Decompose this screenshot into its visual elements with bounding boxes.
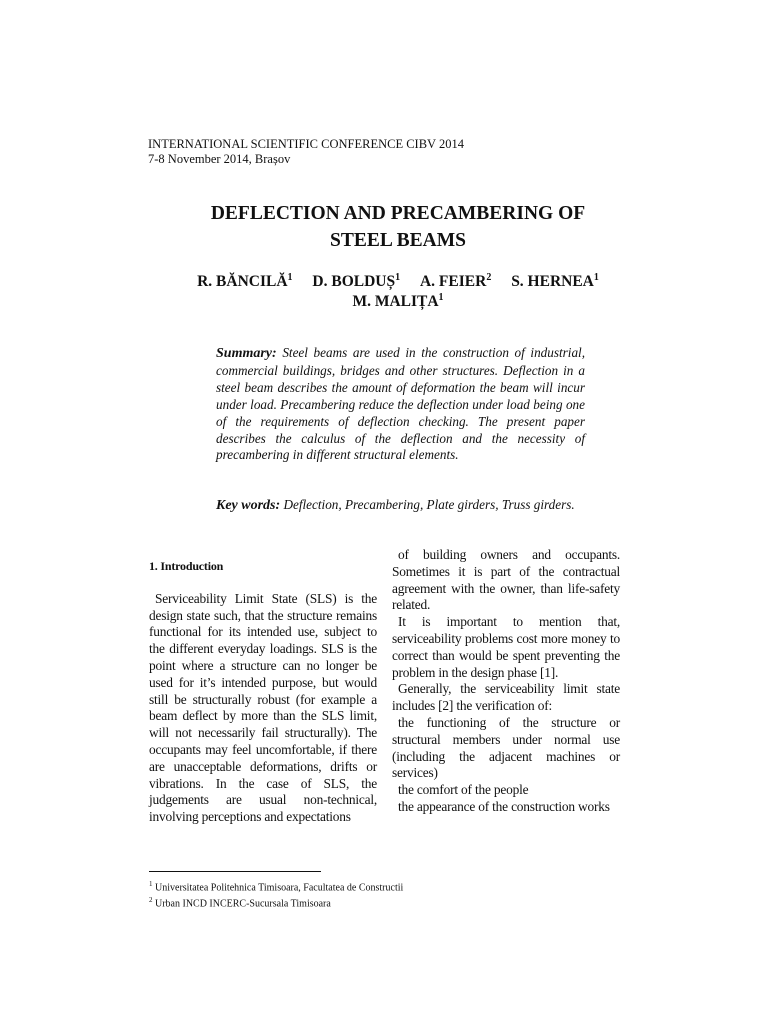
footnotes (149, 878, 403, 911)
keywords-label: Key words: (216, 498, 281, 513)
paragraph: It is important to mention that, serviceability problems cost more money to correct than would be spent preventing the problem in the design phase [1]. (392, 614, 620, 680)
footnote: $^2$ Urban INCD INCERC-Sucursala Timisoara (149, 896, 331, 910)
paragraph: of building owners and occupants. Sometimes it is part of the contractual agreement with the owner, than life-safety related. (392, 547, 620, 613)
author-affiliation: 1 (593, 271, 599, 283)
author: D. BOLDUȘ$^1$ (312, 271, 401, 290)
conference-name: INTERNATIONAL SCIENTIFIC CONFERENCE CIBV 2014 (148, 137, 464, 151)
paragraph: Serviceability Limit State (SLS) is the design state such, that the structure remains functional for its intended use, subject to the different everyday loadings. SLS is the point where a structure can no longer be used for it’s intended purpose, but would still be structurally robust (for example a beam deflect by more than the SLS limit, will not necessarily fail structurally). The occupants may feel uncomfortable, if there are unacceptable deformations, drifts or vibrations. In the case of SLS, the judgements are usual non-technical, involving perceptions and expectations (149, 590, 377, 825)
keywords-block (216, 496, 585, 514)
author: A. FEIER$^2$ (419, 271, 492, 290)
author-affiliation: 1 (438, 291, 444, 303)
conference-header (148, 137, 464, 167)
list-item: the comfort of the people (398, 782, 529, 798)
author-affiliation: 2 (486, 271, 492, 283)
paper-title-line-1: DEFLECTION AND PRECAMBERING OF (210, 203, 586, 224)
author: S. HERNEA$^1$ (511, 271, 599, 290)
list-item: the functioning of the structure or structural members under normal use (including the adjacent machines or services) (392, 714, 620, 781)
keywords-text: Deflection, Precambering, Plate girders, Truss girders. (283, 497, 575, 512)
author-list (150, 272, 646, 312)
summary-text: Steel beams are used in the construction of industrial, commercial buildings, bridges and other structures. Deflection in a steel beam describes the amount of deformation the beam will incur under load. Precambering reduce the deflection under load being one of the requirements of deflection checking. The present paper describes the calculus of the deflection and the necessity of precambering in different structural elements. (216, 345, 585, 463)
section-heading: 1. Introduction (149, 559, 224, 573)
conference-date-place: 7-8 November 2014, Brașov (148, 152, 291, 166)
paragraph: Generally, the serviceability limit state includes [2] the verification of: (392, 681, 620, 714)
paper-title-line-2: STEEL BEAMS (329, 230, 466, 251)
author: M. MALIȚA$^1$ (352, 291, 444, 310)
list-item: the appearance of the construction works (398, 798, 610, 814)
paper-title (150, 200, 646, 254)
summary-label: Summary: (216, 346, 277, 361)
author-affiliation: 1 (287, 271, 293, 283)
author: R. BĂNCILĂ$^1$ (197, 271, 293, 290)
body-column-left (149, 558, 377, 826)
author-affiliation: 1 (395, 271, 401, 283)
body-column-right (392, 547, 620, 816)
footnote-divider (149, 871, 321, 872)
footnote: $^1$ Universitatea Politehnica Timisoara, Facultatea de Constructii (149, 880, 404, 894)
summary-block (216, 345, 585, 464)
